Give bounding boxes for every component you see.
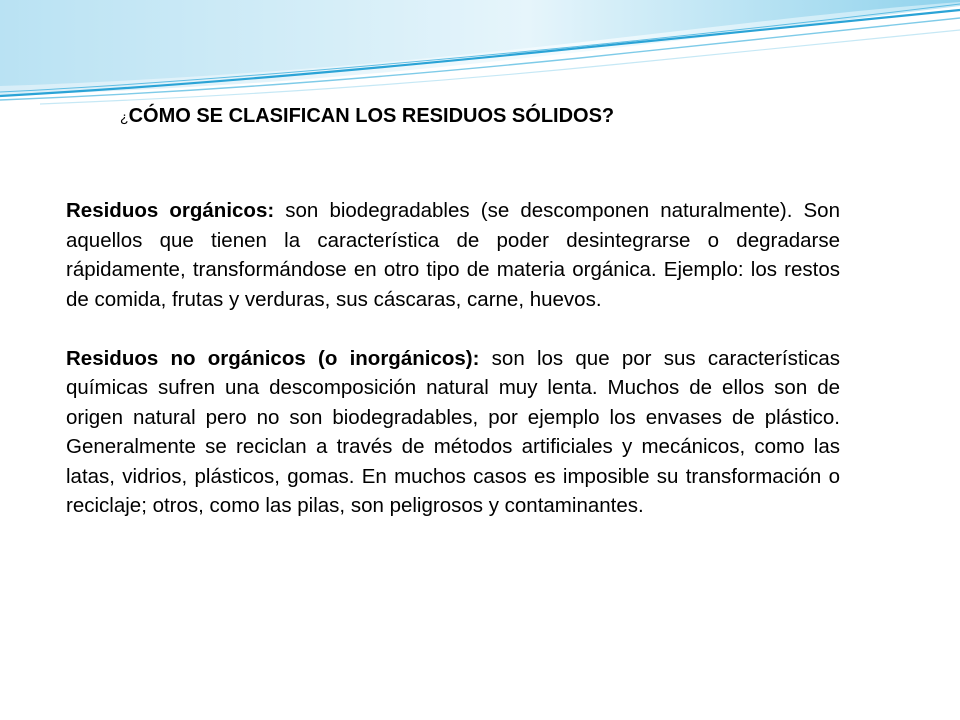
slide-title bbox=[120, 100, 840, 133]
definition-organic: son biodegradables (se descomponen naturalmente). Son aquellos que tienen la característica de poder desintegrarse o degradarse rápidamente, transformándose en otro tipo de materia orgánica. Ejemplo: los restos de comida, frutas y verduras, sus cáscaras, carne, huevos. bbox=[66, 199, 840, 311]
definition-inorganic: son los que por sus características químicas sufren una descomposición natural muy lenta. Muchos de ellos son de origen natural pero no son biodegradables, por ejemplo los envases de plástico. Generalmente se reciclan a través de métodos artificiales y mecánicos, como las latas, vidrios, plásticos, gomas. En muchos casos es imposible su transformación o reciclaje; otros, como las pilas, son peligrosos y contaminantes. bbox=[66, 346, 841, 517]
term-organic: Residuos orgánicos: bbox=[66, 199, 275, 222]
wave-band-front bbox=[0, 0, 960, 86]
title-text: CÓMO SE CLASIFICAN LOS RESIDUOS SÓLIDOS? bbox=[128, 105, 615, 127]
title-question-mark: ¿ bbox=[120, 109, 129, 125]
paragraph-organic bbox=[66, 196, 840, 314]
body-text bbox=[66, 196, 840, 521]
paragraph-inorganic bbox=[66, 344, 840, 521]
term-inorganic: Residuos no orgánicos (o inorgánicos): bbox=[66, 346, 480, 370]
